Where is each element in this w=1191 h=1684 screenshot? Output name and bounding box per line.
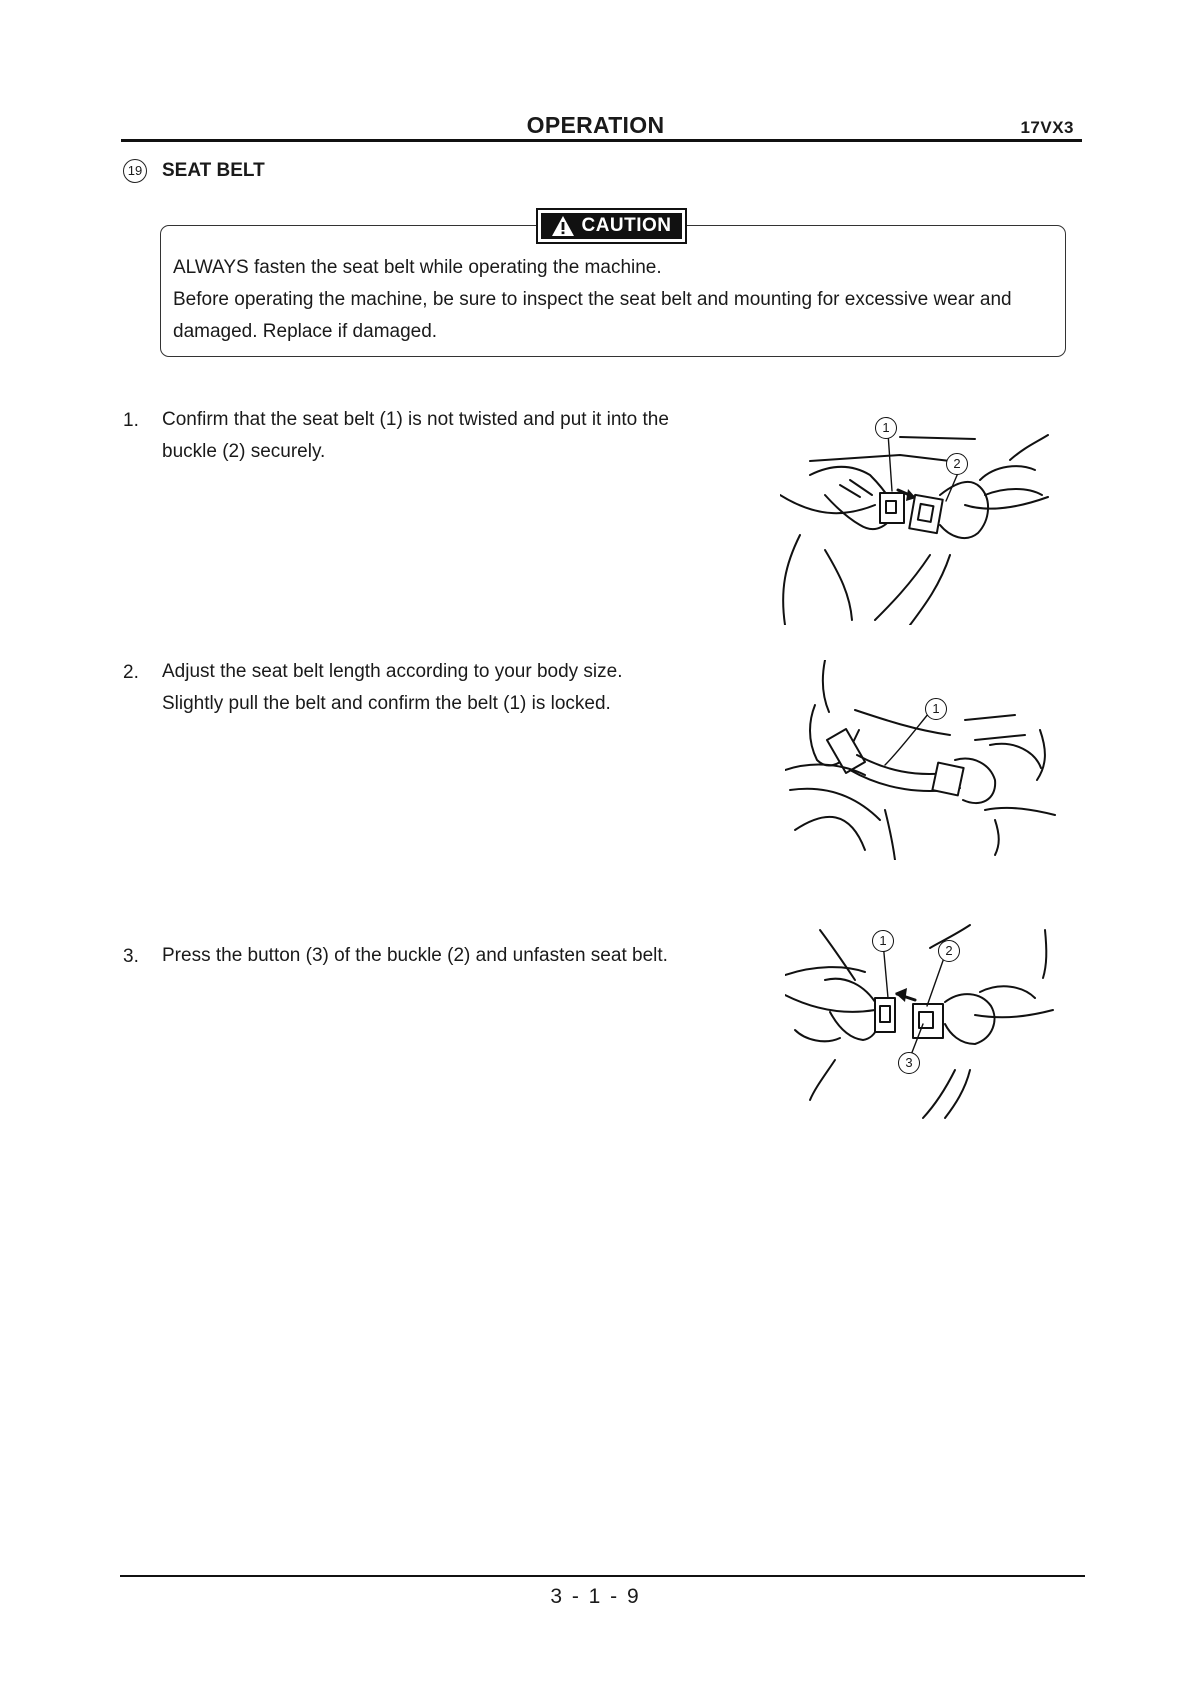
figure-adjust-belt <box>785 660 1065 860</box>
page-header-title: OPERATION <box>526 112 665 138</box>
figure-callout: 2 <box>938 940 960 962</box>
page-number: 3 - 1 - 9 <box>550 1585 641 1608</box>
figure-callout: 2 <box>946 453 968 475</box>
footer-divider <box>120 1575 1085 1577</box>
step-number: 2. <box>123 662 139 683</box>
caution-label: CAUTION <box>581 215 672 236</box>
section-title: SEAT BELT <box>162 160 265 181</box>
header-divider <box>121 139 1082 142</box>
figure-fasten-belt <box>780 420 1060 625</box>
step-line: Press the button (3) of the buckle (2) and unfasten seat belt. <box>162 945 668 966</box>
caution-line: damaged. Replace if damaged. <box>173 321 438 342</box>
step-number: 3. <box>123 946 139 967</box>
step-line: buckle (2) securely. <box>162 441 326 462</box>
step-text <box>162 656 623 720</box>
model-code: 17VX3 <box>1020 118 1074 137</box>
caution-line: Before operating the machine, be sure to inspect the seat belt and mounting for excessive wear and <box>173 289 1012 310</box>
step-text <box>162 940 668 972</box>
figure-callout: 3 <box>898 1052 920 1074</box>
step-line: Adjust the seat belt length according to your body size. <box>162 661 623 682</box>
section-number-badge: 19 <box>123 159 147 183</box>
figure-unfasten-belt <box>785 920 1065 1120</box>
step-text <box>162 404 669 468</box>
step-line: Confirm that the seat belt (1) is not twisted and put it into the <box>162 409 669 430</box>
caution-line: ALWAYS fasten the seat belt while operating the machine. <box>173 257 662 278</box>
figure-callout: 1 <box>925 698 947 720</box>
caution-text <box>173 252 1058 348</box>
step-number: 1. <box>123 410 139 431</box>
step-line: Slightly pull the belt and confirm the belt (1) is locked. <box>162 693 611 714</box>
figure-callout: 1 <box>872 930 894 952</box>
warning-triangle-icon <box>551 215 575 237</box>
figure-callout: 1 <box>875 417 897 439</box>
caution-badge <box>536 208 687 244</box>
